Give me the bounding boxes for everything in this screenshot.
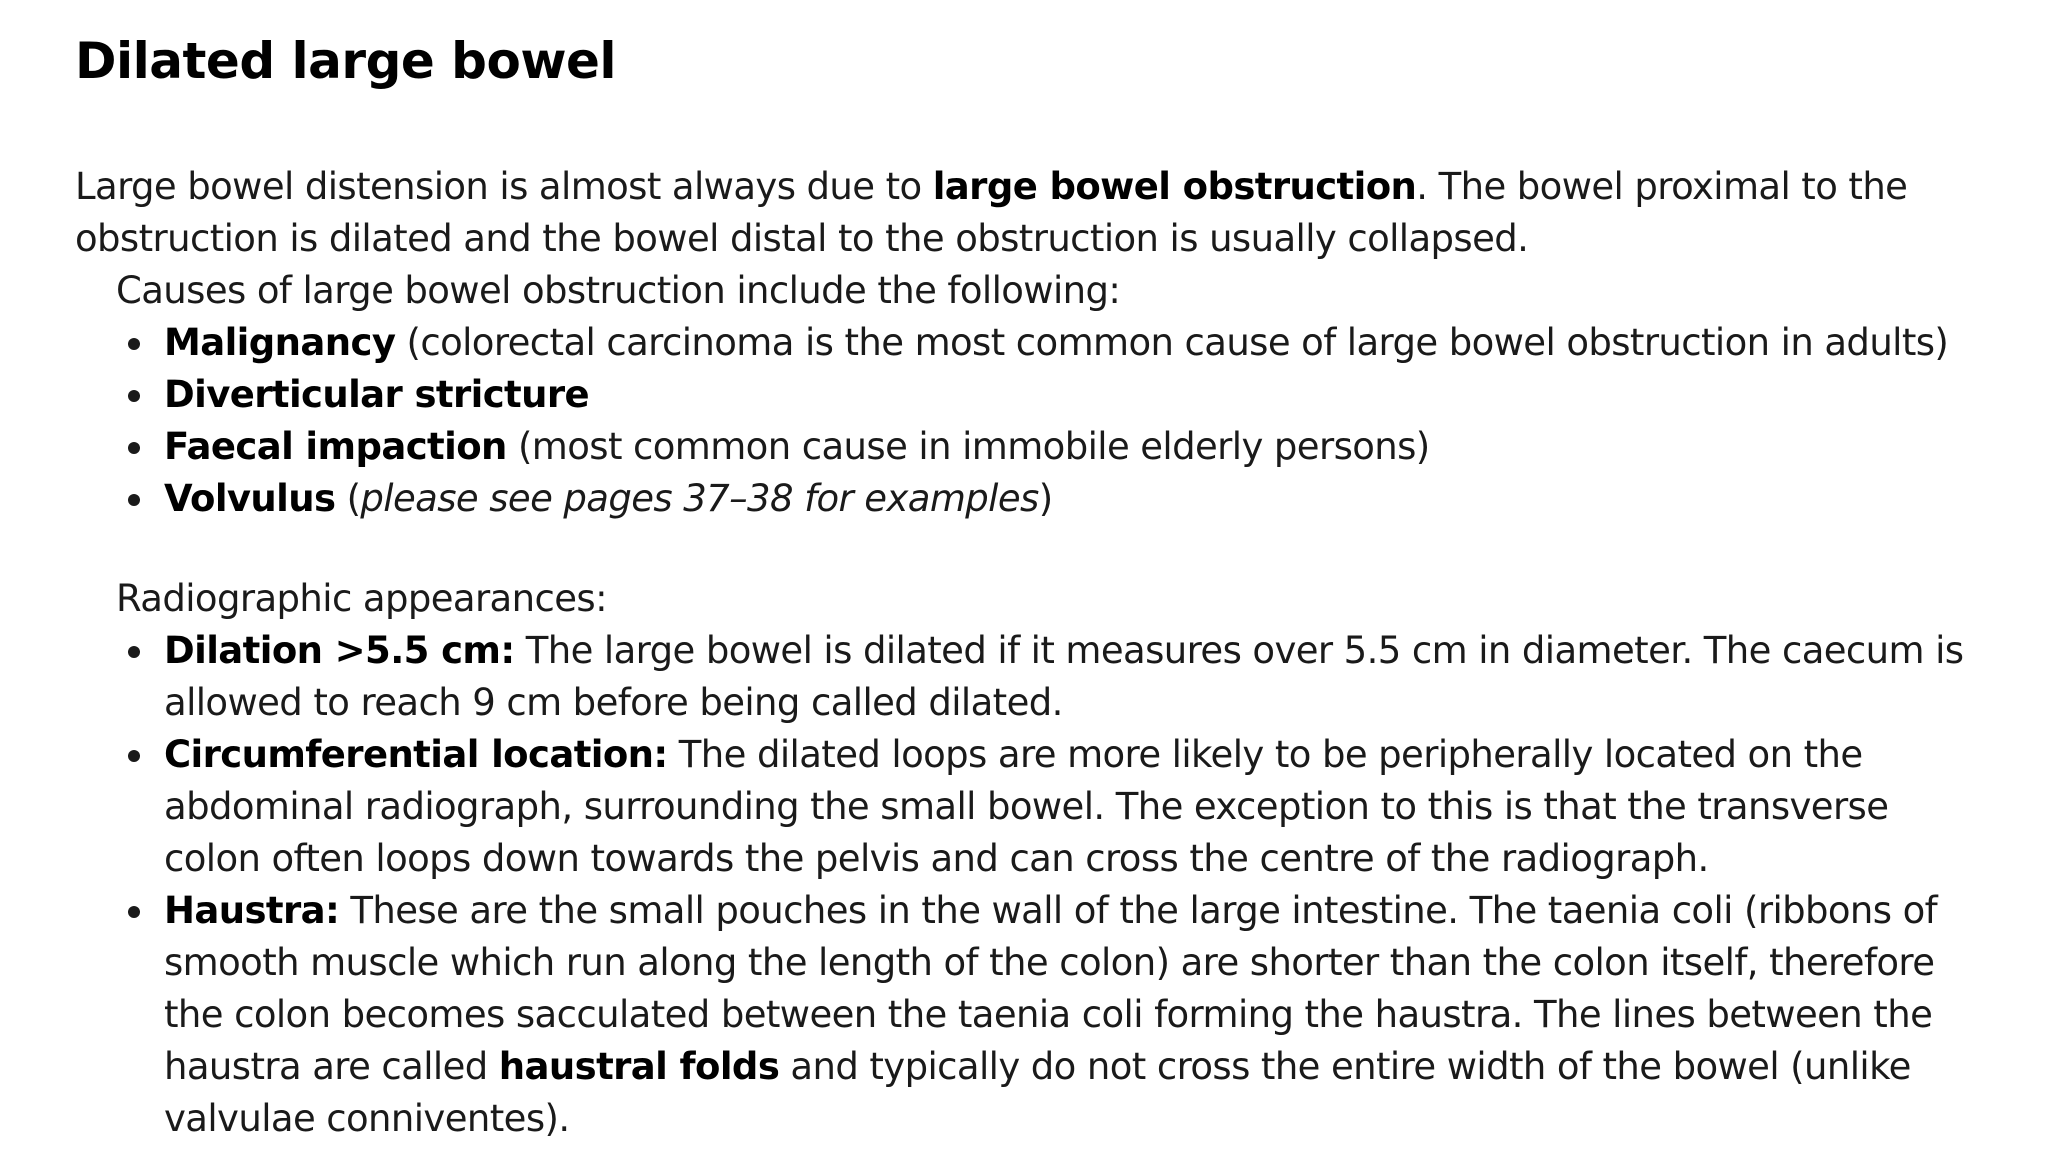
appearance-bold-term: haustral folds [498, 1045, 780, 1088]
causes-label: Causes of large bowel obstruction include the following: [116, 269, 1121, 312]
intro-text-before: Large bowel distension is almost always due to [75, 165, 933, 208]
section-spacer [75, 525, 1995, 573]
list-item [164, 885, 1995, 1145]
appearance-term: Dilation >5.5 cm: [164, 629, 515, 672]
appearance-text-end: and typically do not cross the entire width of the bowel (unlike valvulae conniventes). [164, 1045, 1911, 1140]
document-page [75, 28, 1995, 1145]
list-item [164, 625, 1995, 729]
appearance-text: The dilated loops are more likely to be peripherally located on the abdominal radiograph, surrounding the small bowel. The exception to this is that the transverse colon often loops down towards the pelvis and can cross the centre of the radiograph. [164, 733, 1889, 880]
cause-text: (colorectal carcinoma is the most common cause of large bowel obstruction in adults) [395, 321, 1949, 364]
intro-bold-term: large bowel obstruction [932, 165, 1417, 208]
appearance-text: These are the small pouches in the wall of the large intestine. The taenia coli (ribbons of smooth muscle which run along the length of the colon) are shorter than the colon itself, therefore the colon becomes sacculated between the taenia coli forming the haustra. The lines between the haustra are called [164, 889, 1938, 1088]
list-item [164, 317, 1995, 369]
appearance-text: The large bowel is dilated if it measures over 5.5 cm in diameter. The caecum is allowed to reach 9 cm before being called dilated. [164, 629, 1964, 724]
radiographic-list [75, 625, 1995, 1145]
intro-text-after: . The bowel proximal to the obstruction is dilated and the bowel distal to the obstruction is usually collapsed. [75, 165, 1908, 260]
cause-term: Faecal impaction [164, 425, 507, 468]
radiographic-label: Radiographic appearances: [116, 577, 607, 620]
list-item [164, 473, 1995, 525]
cause-italic-note: please see pages 37–38 for examples [360, 477, 1039, 520]
cause-text-end: ) [1038, 477, 1053, 520]
document-body [75, 161, 1995, 1145]
intro-paragraph [75, 161, 1995, 265]
cause-text: (most common cause in immobile elderly persons) [506, 425, 1430, 468]
cause-term: Volvulus [164, 477, 336, 520]
appearance-term: Circumferential location: [164, 733, 668, 776]
list-item [164, 421, 1995, 473]
causes-list [75, 317, 1995, 525]
cause-term: Diverticular stricture [164, 373, 590, 416]
list-item [164, 369, 1995, 421]
cause-text: ( [335, 477, 361, 520]
page-title: Dilated large bowel [75, 32, 617, 90]
list-item [164, 729, 1995, 885]
appearance-term: Haustra: [164, 889, 340, 932]
cause-term: Malignancy [164, 321, 396, 364]
